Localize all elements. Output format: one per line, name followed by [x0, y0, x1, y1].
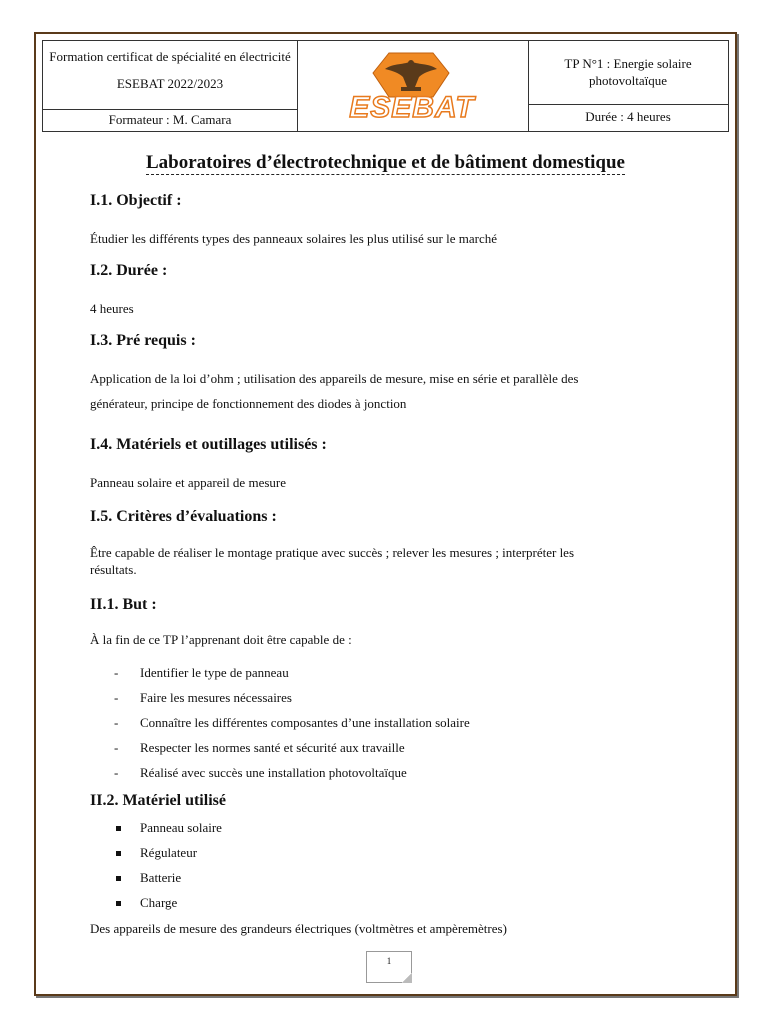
logo-text: ESEBAT [349, 91, 475, 124]
section-heading-but: II.1. But : [90, 596, 157, 613]
section-text-prerequis-2: générateur, principe de fonctionnement des diodes à jonction [90, 396, 407, 411]
course-title: Formation certificat de spécialité en électricité ESEBAT 2022/2023 [43, 41, 297, 110]
section-text-but-intro: À la fin de ce TP l’apprenant doit être capable de : [90, 632, 352, 647]
section-text-prerequis-1: Application de la loi d’ohm ; utilisation des appareils de mesure, mise en série et parallèle des [90, 371, 579, 386]
header-right-cell [528, 41, 728, 131]
tp-title: TP N°1 : Energie solaire photovoltaïque [528, 41, 728, 105]
list-dash: - [114, 765, 119, 780]
trainer: Formateur : M. Camara [108, 112, 232, 127]
list-item: Respecter les normes santé et sécurité aux travaille [140, 740, 405, 755]
section-heading-materiel-utilise: II.2. Matériel utilisé [90, 792, 226, 809]
page-title: Laboratoires d’électrotechnique et de bâtiment domestique [146, 152, 625, 173]
section-heading-materiels: I.4. Matériels et outillages utilisés : [90, 436, 327, 453]
list-item: Panneau solaire [140, 820, 222, 835]
section-text-materiels: Panneau solaire et appareil de mesure [90, 475, 286, 490]
list-item: Réalisé avec succès une installation photovoltaïque [140, 765, 407, 780]
esebat-logo [327, 47, 497, 127]
list-item: Régulateur [140, 845, 198, 860]
bullet-square-icon [116, 901, 121, 906]
list-dash: - [114, 740, 119, 755]
section-text-duree: 4 heures [90, 301, 134, 316]
header-left-cell [43, 41, 298, 131]
list-item: Batterie [140, 870, 182, 885]
bullet-square-icon [116, 826, 121, 831]
list-item: Identifier le type de panneau [140, 665, 289, 680]
bullet-square-icon [116, 876, 121, 881]
section-text-criteres-1: Être capable de réaliser le montage pratique avec succès ; relever les mesures ; interpréter les [90, 545, 575, 560]
list-dash: - [114, 665, 119, 680]
list-item: Charge [140, 895, 178, 910]
section-text-criteres-2: résultats. [90, 562, 137, 577]
list-dash: - [114, 690, 119, 705]
section-heading-criteres: I.5. Critères d’évaluations : [90, 508, 277, 525]
section-heading-prerequis: I.3. Pré requis : [90, 332, 196, 349]
section-text-objectif: Étudier les différents types des panneaux solaires les plus utilisé sur le marché [90, 231, 497, 246]
section-text-appareils: Des appareils de mesure des grandeurs électriques (voltmètres et ampèremètres) [90, 921, 507, 936]
list-item: Faire les mesures nécessaires [140, 690, 292, 705]
section-heading-duree: I.2. Durée : [90, 262, 168, 279]
header-table [42, 40, 729, 132]
bullet-square-icon [116, 851, 121, 856]
page-number: 1 [366, 951, 412, 983]
list-item: Connaître les différentes composantes d’une installation solaire [140, 715, 470, 730]
duration: Durée : 4 heures [585, 109, 671, 124]
page-frame [34, 32, 737, 996]
section-heading-objectif: I.1. Objectif : [90, 192, 182, 209]
header-logo-cell [297, 41, 529, 131]
list-dash: - [114, 715, 119, 730]
